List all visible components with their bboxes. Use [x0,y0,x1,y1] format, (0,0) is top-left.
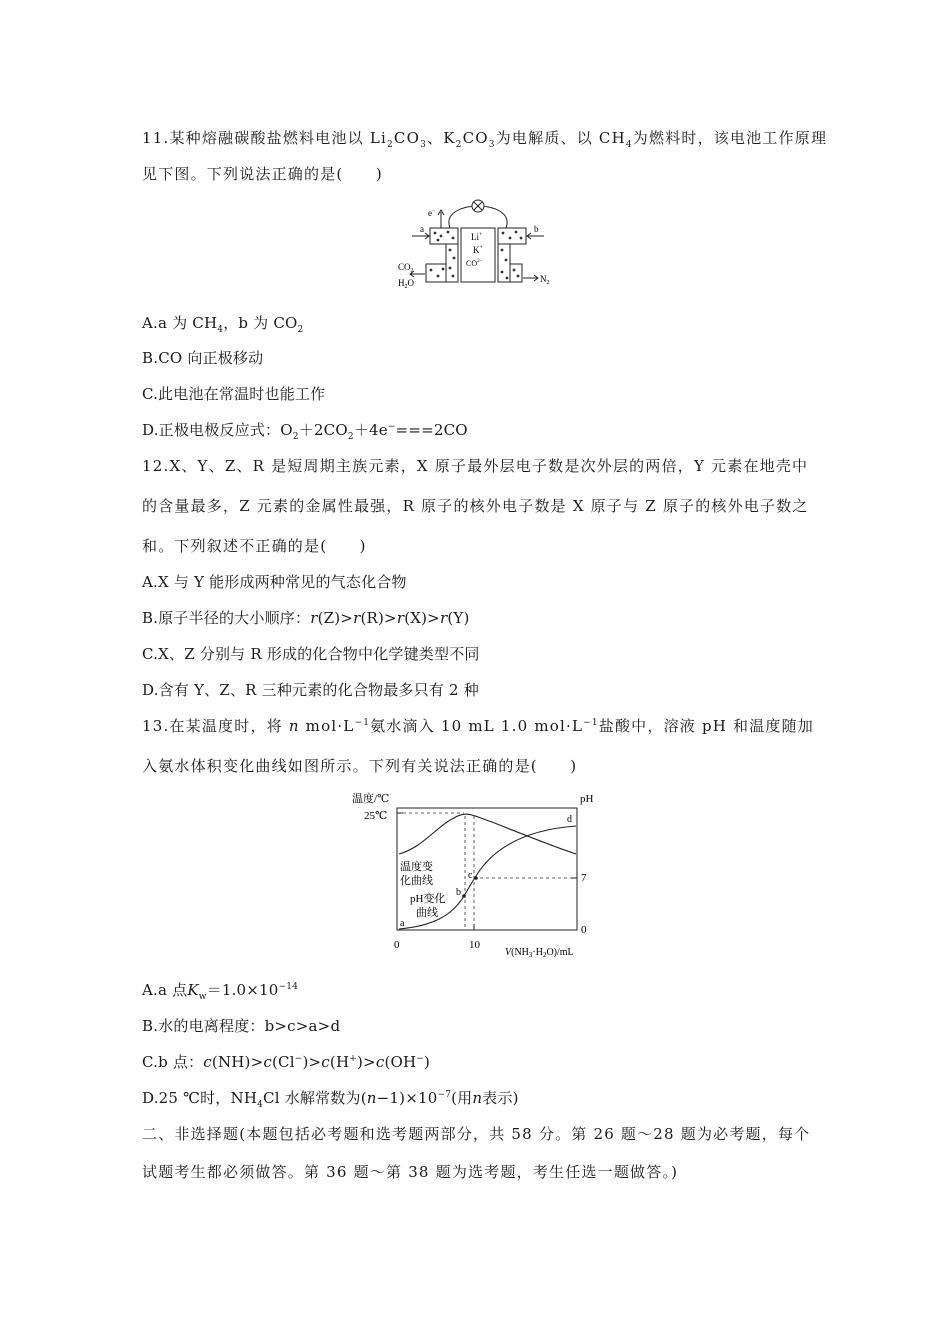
x-axis-label: $V(NH_3\cdot H_2O)/mL$ [505,947,574,959]
q13-option-c: C.b 点：c(NH)>c(Cl−)>c(H+)>c(OH−) [142,1053,431,1071]
svg-text:CO2−: $CO^{2-}$ [466,259,483,268]
svg-text:b: b [534,224,539,234]
ph-temperature-chart [342,786,612,962]
q12-option-c: C.X、Z 分别与 R 形成的化合物中化学键类型不同 [142,645,480,663]
q13-option-a: A.a 点$K_w=1.0\times 10^{-14}$ [142,981,299,1002]
label-c: c [468,870,473,881]
q12-option-b: B.原子半径的大小顺序：r(Z)>r(R)>r(X)>r(Y) [142,609,470,627]
tick-0-right: 0 [581,924,587,936]
left-axis-label: 温度/℃ [352,793,390,805]
q12-option-a: A.X 与 Y 能形成两种常见的气态化合物 [142,573,407,591]
tick-25c: 25℃ [364,810,388,822]
q13-stem-line2: 入氨水体积变化曲线如图所示。下列有关说法正确的是( ) [142,757,578,775]
tick-0-x: 0 [394,939,400,951]
svg-text:e−: e− [428,208,436,218]
q11-option-a: A.a 为 $CH_4$，b 为 $CO_2$ [142,314,304,335]
svg-text:CO2: $CO_2$ [398,262,414,274]
q11-stem-line1: 11.某种熔融碳酸盐燃料电池以 $Li_2CO_3$、$K_2CO_3$为电解质、以 $CH_4$为燃料时，该电池工作原理 [142,129,828,150]
fuel-cell-diagram [398,198,558,294]
q12-stem-line2: 的含量最多，Z 元素的金属性最强，R 原子的核外电子数是 X 原子与 Z 原子的核外电子数之 [142,497,809,515]
section2-heading-line2: 试题考生都必须做答。第 36 题～第 38 题为选考题，考生任选一题做答。) [142,1163,679,1181]
right-axis-label: pH [580,793,594,805]
svg-text:K+: K+ [473,245,483,255]
temp-curve-label-2: 化曲线 [400,875,433,887]
tick-10: 10 [469,939,480,951]
q13-option-b: B.水的电离程度：b>c>a>d [142,1017,341,1035]
tick-7: 7 [581,872,587,884]
point-c [474,876,478,880]
q11-stem-line2: 见下图。下列说法正确的是( ) [142,165,383,183]
q11-option-b: B.CO 向正极移动 [142,349,264,367]
ph-curve-label-1: pH变化 [410,893,446,905]
temp-curve-label-1: 温度变 [400,861,433,873]
svg-text:Li+: Li+ [471,232,483,242]
svg-text:H2O: $H_2O$ [398,278,414,290]
q12-stem-line1: 12.X、Y、Z、R 是短周期主族元素，X 原子最外层电子数是次外层的两倍，Y 元素在地壳中 [142,457,809,475]
q13-stem-line1: 13.在某温度时，将 n $mol\cdot L^{-1}$氨水滴入 10 mL 1.0 $mol\cdot L^{-1}$盐酸中，溶液 pH 和温度随加 [142,717,815,735]
q13-option-d: D.25 ℃时，$NH_4Cl$ 水解常数为$(n-1)\times 10^{-7}$(用n表示) [142,1089,519,1110]
temperature-curve [399,814,576,854]
label-a: a [400,918,405,929]
svg-text:N2: $N_2$ [540,274,550,286]
q11-option-d: D.正极电极反应式：$O_2+2CO_2+4e^-===2CO$ [142,421,468,442]
ph-curve-label-2: 曲线 [416,907,438,919]
section2-heading-line1: 二、非选择题(本题包括必考题和选考题两部分，共 58 分。第 26 题～28 题为必考题，每个 [142,1125,811,1143]
label-b: b [456,887,461,898]
q12-stem-line3: 和。下列叙述不正确的是( ) [142,537,367,555]
point-b [462,894,466,898]
label-d: d [567,814,572,825]
q12-option-d: D.含有 Y、Z、R 三种元素的化合物最多只有 2 种 [142,681,479,699]
q11-option-c: C.此电池在常温时也能工作 [142,385,326,403]
svg-text:a: a [420,224,424,234]
